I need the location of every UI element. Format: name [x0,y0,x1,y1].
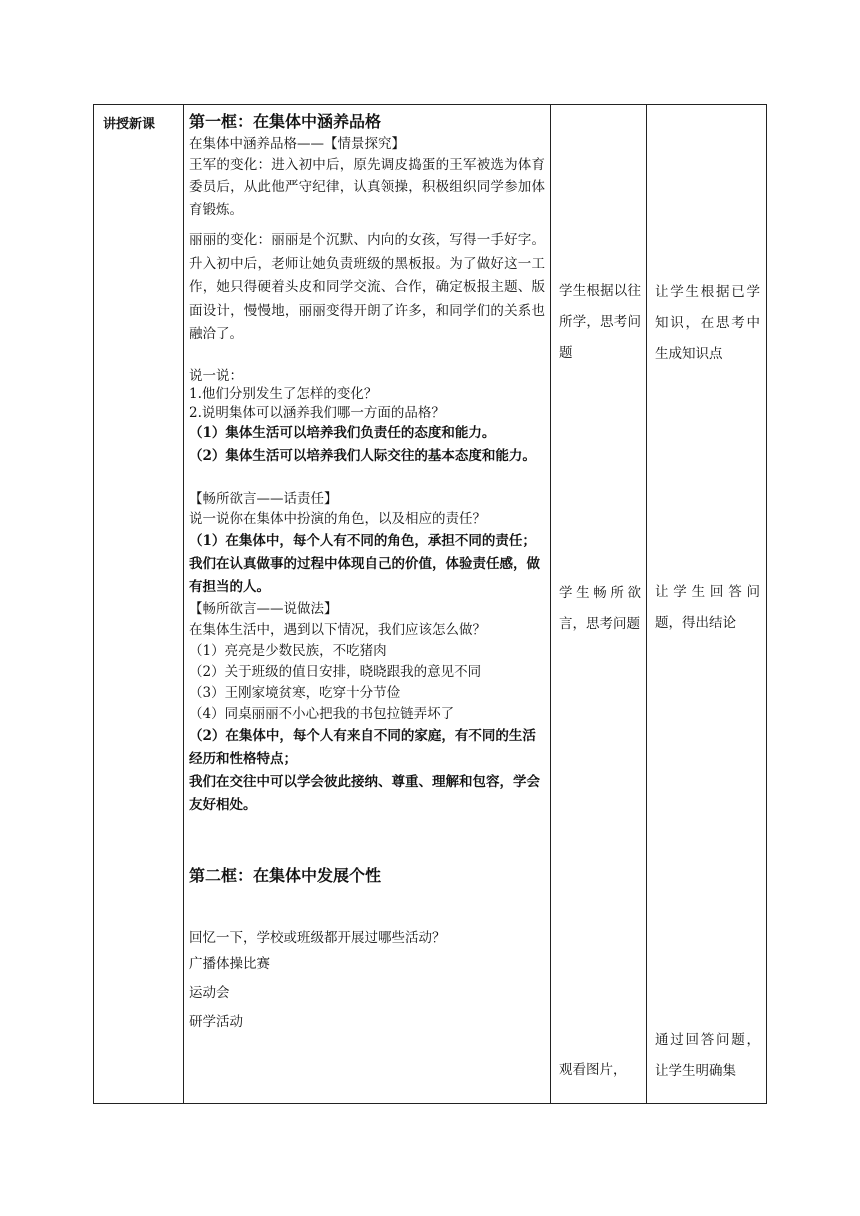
section-label-cell [94,105,183,1103]
activity2-title: 【畅所欲言——话责任】 [189,491,338,508]
activity2-answer-2: 我们在认真做事的过程中体现自己的价值，体验责任感，做有担当的人。 [189,555,540,595]
section-label: 讲授新课 [103,117,156,132]
answer-1: （1）集体生活可以培养我们负责任的态度和能力。 [189,425,496,442]
question-1: 1.他们分别发生了怎样的变化？ [189,386,378,403]
lili-story: 丽丽的变化：丽丽是个沉默、内向的女孩，写得一手好字。升入初中后，老师让她负责班级的黑板报。为了做好这一工作，她只得硬着头皮和同学交流、合作，确定板报主题、版面设计，慢慢地，丽丽变得开朗了许多，和同学们的关系也融洽了。 [189,232,545,343]
recall-question: 回忆一下，学校或班级都开展过哪些活动？ [189,929,446,946]
situation-item: （1）亮亮是少数民族，不吃猪肉 [189,642,387,659]
design-intent-3: 通过回答问题，让学生明确集 [655,1032,760,1079]
answer-2: （2）集体生活可以培养我们人际交往的基本态度和能力。 [189,448,536,465]
situation-item: （3）王刚家境贫寒，吃穿十分节俭 [189,684,401,701]
situation-item: （2）关于班级的值日安排，晓晓跟我的意见不同 [189,663,482,680]
activity2-answer-1: （1）在集体中，每个人有不同的角色，承担不同的责任； [189,532,536,549]
activity2-question: 说一说你在集体中扮演的角色，以及相应的责任？ [189,510,486,527]
lesson-plan-table [93,104,767,1104]
student-activity-cell [551,105,647,1103]
student-activity-1: 学生根据以往所学，思考问题 [559,283,641,361]
design-intent-2: 让学生回答问题，得出结论 [655,584,760,631]
activity3-answer-2: 我们在交往中可以学会彼此接纳、尊重、理解和包容，学会友好相处。 [189,773,540,813]
activity3-title: 【畅所欲言——说做法】 [189,600,338,617]
activity-item: 研学活动 [189,1013,243,1030]
situation-item: （4）同桌丽丽不小心把我的书包拉链弄坏了 [189,705,455,722]
activity3-question: 在集体生活中，遇到以下情况，我们应该怎么做？ [189,621,486,638]
wang-story: 王军的变化：进入初中后，原先调皮捣蛋的王军被选为体育委员后，从此他严守纪律，认真领操，积极组织同学参加体育锻炼。 [189,156,545,218]
activity1-title: 在集体中涵养品格——【情景探究】 [189,136,405,152]
activity3-answer-1: （2）在集体中，每个人有来自不同的家庭，有不同的生活经历和性格特点； [189,727,536,767]
lesson1-title: 第一框：在集体中涵养品格 [189,112,382,131]
discuss-label: 说一说： [189,367,243,384]
student-activity-2: 学生畅所欲言，思考问题 [559,585,641,632]
student-activity-3: 观看图片， [559,1062,627,1078]
activity-item: 运动会 [189,984,230,1001]
content-cell [183,105,551,1103]
design-intent-cell [647,105,766,1103]
question-2: 2.说明集体可以涵养我们哪一方面的品格？ [189,404,445,421]
lesson2-title: 第二框：在集体中发展个性 [189,865,382,885]
design-intent-1: 让学生根据已学知识，在思考中生成知识点 [655,284,760,362]
activity-item: 广播体操比赛 [189,955,270,972]
